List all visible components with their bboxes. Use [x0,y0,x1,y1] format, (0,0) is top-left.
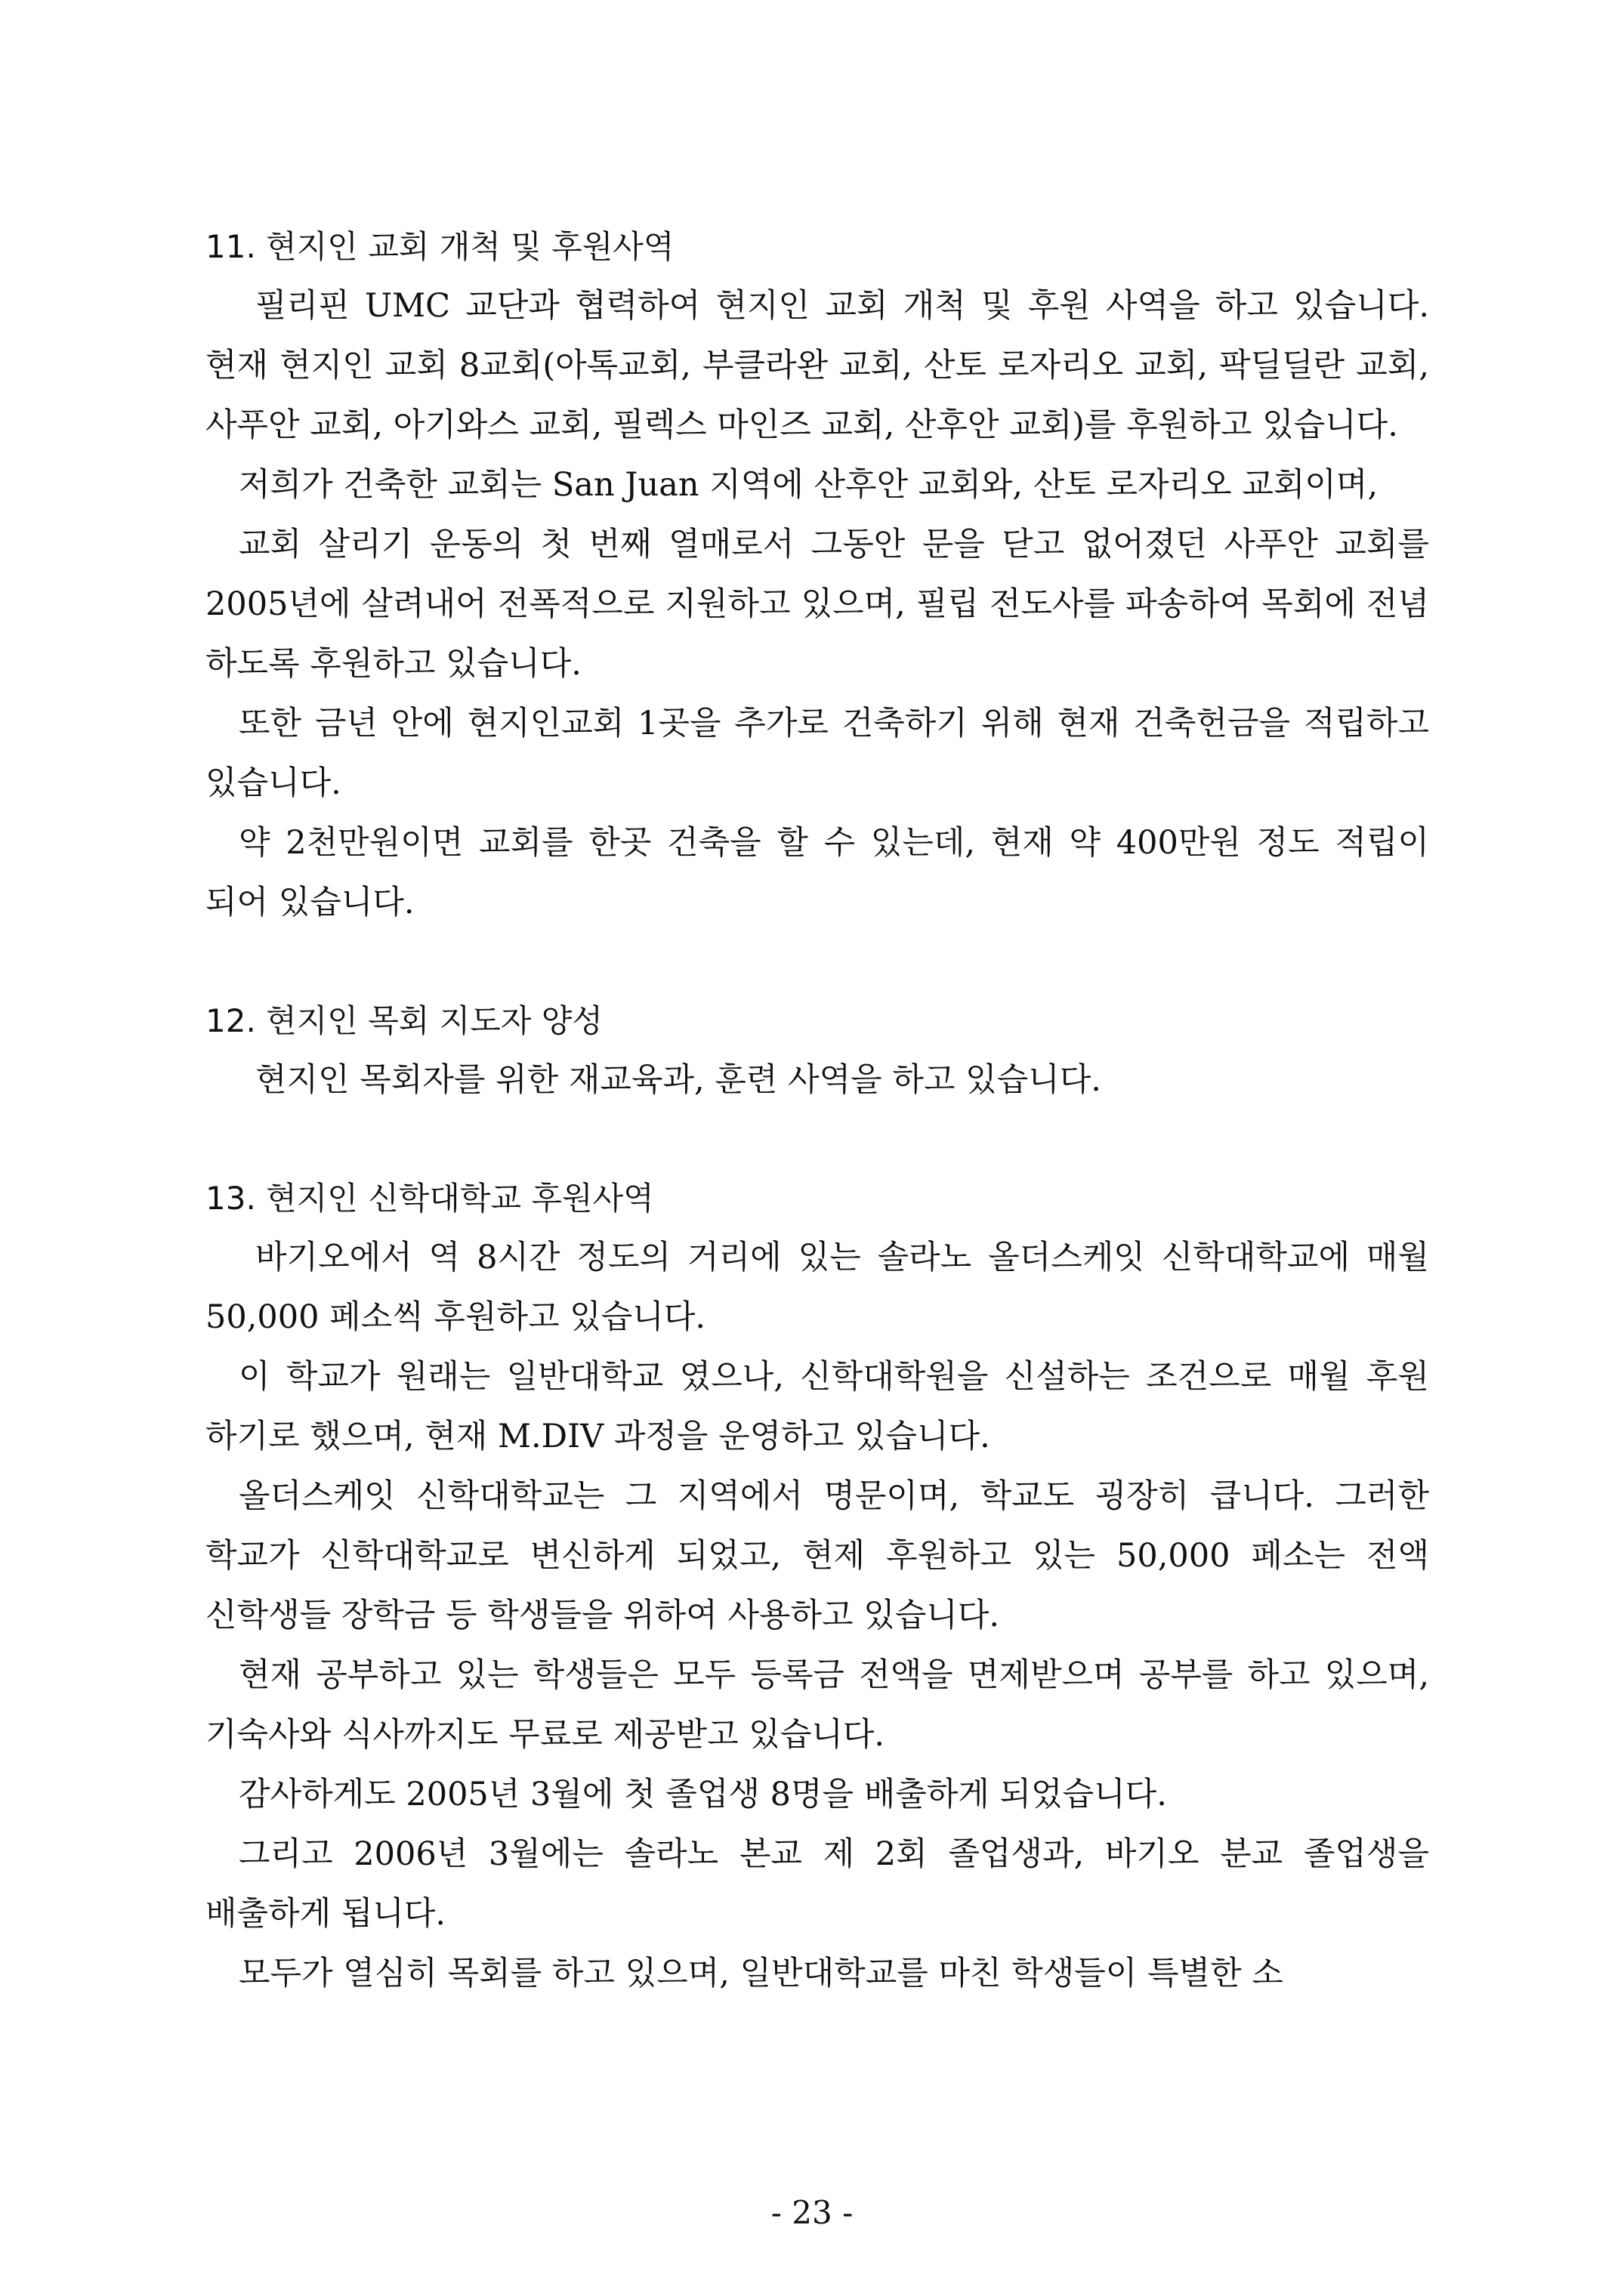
section-12 [205,992,1429,1110]
paragraph: 필리핀 UMC 교단과 협력하여 현지인 교회 개척 및 후원 사역을 하고 있습니다. 현재 현지인 교회 8교회(아톡교회, 부클라완 교회, 산토 로자리오 교회, 팍딜딜란 교회, 사푸안 교회, 아기와스 교회, 필렉스 마인즈 교회, 산후안 교회)를 후원하고 있습니다. [205,287,1429,444]
section-spacer [205,933,1429,992]
paragraph: 이 학교가 원래는 일반대학교 였으나, 신학대학원을 신설하는 조건으로 매월 후원 하기로 했으며, 현재 M.DIV 과정을 운영하고 있습니다. [205,1358,1429,1455]
paragraph: 저희가 건축한 교회는 San Juan 지역에 산후안 교회와, 산토 로자리오 교회이며, [239,466,1379,504]
section-13 [205,1169,1429,2004]
section-heading: 12. 현지인 목회 지도자 양성 [205,1002,603,1039]
paragraph: 그리고 2006년 3월에는 솔라노 본교 제 2회 졸업생과, 바기오 분교 졸업생을 배출하게 됩니다. [205,1835,1429,1933]
paragraph: 또한 금년 안에 현지인교회 1곳을 추가로 건축하기 위해 현재 건축헌금을 적립하고 있습니다. [205,705,1429,802]
page-number: - 23 - [770,2194,854,2231]
section-11 [205,218,1429,933]
section-heading: 13. 현지인 신학대학교 후원사역 [205,1180,654,1217]
paragraph: 현재 공부하고 있는 학생들은 모두 등록금 전액을 면제받으며 공부를 하고 있으며, 기숙사와 식사까지도 무료로 제공받고 있습니다. [205,1656,1429,1754]
paragraph: 모두가 열심히 목회를 하고 있으며, 일반대학교를 마친 학생들이 특별한 소 [239,1955,1283,1992]
paragraph: 바기오에서 역 8시간 정도의 거리에 있는 솔라노 올더스케잇 신학대학교에 매월 50,000 페소씩 후원하고 있습니다. [205,1239,1429,1336]
paragraph: 교회 살리기 운동의 첫 번째 열매로서 그동안 문을 닫고 없어졌던 사푸안 교회를 2005년에 살려내어 전폭적으로 지원하고 있으며, 필립 전도사를 파송하여 목회에 전념 하도록 후원하고 있습니다. [205,526,1429,683]
paragraph: 약 2천만원이면 교회를 한곳 건축을 할 수 있는데, 현재 약 400만원 정도 적립이 되어 있습니다. [205,824,1429,921]
paragraph: 감사하게도 2005년 3월에 첫 졸업생 8명을 배출하게 되었습니다. [239,1776,1167,1813]
paragraph: 올더스케잇 신학대학교는 그 지역에서 명문이며, 학교도 굉장히 큽니다. 그러한 학교가 신학대학교로 변신하게 되었고, 현제 후원하고 있는 50,000 페소는 전액 신학생들 장학금 등 학생들을 위하여 사용하고 있습니다. [205,1477,1429,1634]
section-heading: 11. 현지인 교회 개척 및 후원사역 [205,228,675,265]
page-content [205,218,1429,2004]
section-spacer [205,1110,1429,1169]
paragraph: 현지인 목회자를 위한 재교육과, 훈련 사역을 하고 있습니다. [255,1061,1101,1099]
